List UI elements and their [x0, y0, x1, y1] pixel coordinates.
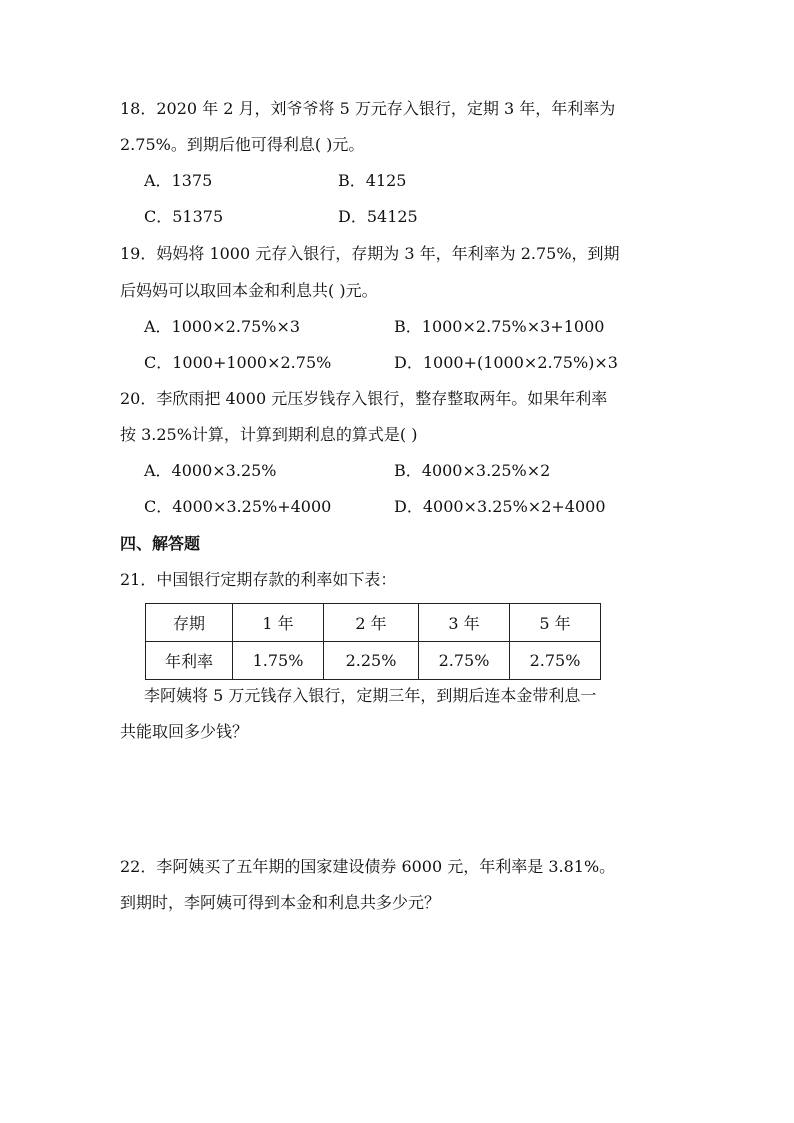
q20-option-d: D．4000×3.25%×2+4000 — [394, 497, 606, 516]
q19-line2: 后妈妈可以取回本金和利息共( )元。 — [120, 281, 378, 300]
q19-option-a: A．1000×2.75%×3 — [144, 317, 301, 336]
q22-line2: 到期时，李阿姨可得到本金和利息共多少元？ — [120, 893, 441, 912]
q19-option-c: C．1000+1000×2.75% — [144, 353, 332, 372]
table-cell: 2.75% — [419, 642, 510, 680]
table-header-cell: 存期 — [146, 604, 233, 642]
table-header-cell: 3 年 — [419, 604, 510, 642]
table-header-cell: 2 年 — [324, 604, 419, 642]
q21-line3: 共能取回多少钱？ — [120, 722, 249, 741]
table-header-cell: 1 年 — [233, 604, 324, 642]
q20-option-c: C．4000×3.25%+4000 — [144, 497, 332, 516]
q19-option-d: D．1000+(1000×2.75%)×3 — [394, 353, 618, 372]
table-cell: 年利率 — [146, 642, 233, 680]
table-row — [146, 604, 601, 642]
table-cell: 2.75% — [510, 642, 601, 680]
q18-line2: 2.75%。到期后他可得利息( )元。 — [120, 135, 365, 154]
q20-option-b: B．4000×3.25%×2 — [394, 461, 551, 480]
table-header-cell: 5 年 — [510, 604, 601, 642]
q18-option-a: A．1375 — [144, 171, 213, 190]
q18-option-c: C．51375 — [144, 207, 224, 226]
table-row — [146, 642, 601, 680]
table-cell: 2.25% — [324, 642, 419, 680]
q20-line2: 按 3.25%计算，计算到期利息的算式是( ) — [120, 425, 418, 444]
q22-line1: 22．李阿姨买了五年期的国家建设债券 6000 元，年利率是 3.81%。 — [120, 857, 616, 876]
q18-option-d: D．54125 — [338, 207, 418, 226]
q19-option-b: B．1000×2.75%×3+1000 — [394, 317, 605, 336]
q19-line1: 19．妈妈将 1000 元存入银行，存期为 3 年，年利率为 2.75%，到期 — [120, 244, 620, 263]
q21-line1: 21．中国银行定期存款的利率如下表： — [120, 570, 397, 589]
q18-line1: 18．2020 年 2 月，刘爷爷将 5 万元存入银行，定期 3 年，年利率为 — [120, 99, 616, 118]
q21-line2: 李阿姨将 5 万元钱存入银行，定期三年，到期后连本金带利息一 — [144, 686, 597, 705]
interest-rate-table — [145, 603, 601, 680]
q20-option-a: A．4000×3.25% — [144, 461, 277, 480]
section-heading: 四、解答题 — [120, 534, 201, 553]
table-cell: 1.75% — [233, 642, 324, 680]
q18-option-b: B．4125 — [338, 171, 407, 190]
q20-line1: 20．李欣雨把 4000 元压岁钱存入银行，整存整取两年。如果年利率 — [120, 389, 608, 408]
